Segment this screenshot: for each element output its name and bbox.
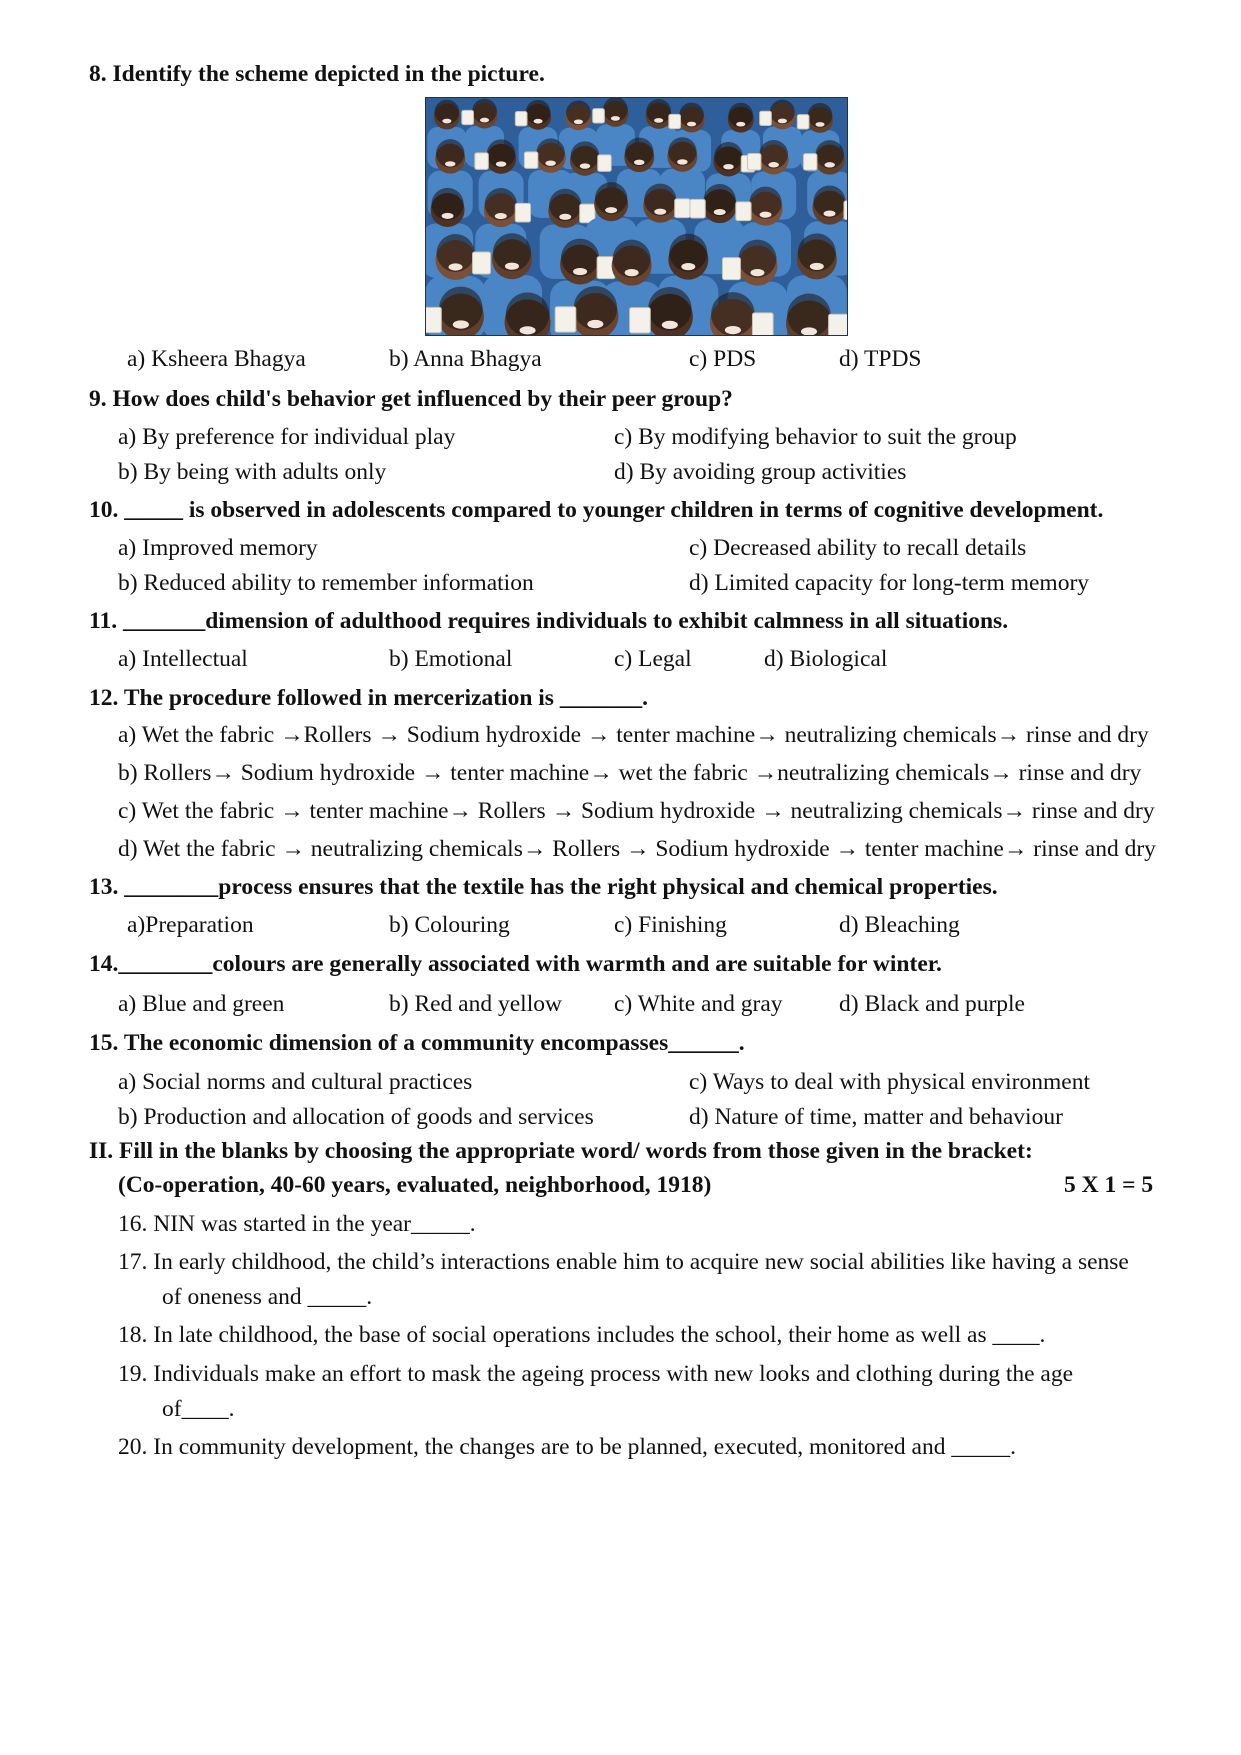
- q8-option-a[interactable]: a) Ksheera Bhagya: [127, 346, 306, 372]
- question-15: 15. The economic dimension of a community encompasses______.: [89, 1030, 745, 1056]
- child-smile: [750, 269, 764, 276]
- q10-option-b[interactable]: b) Reduced ability to remember information: [118, 570, 534, 596]
- milk-cup: [462, 110, 474, 124]
- child-smile: [573, 268, 587, 275]
- milk-cup: [829, 314, 847, 335]
- q8-option-d[interactable]: d) TPDS: [839, 346, 922, 372]
- question-10: 10. _____ is observed in adolescents compared to younger children in terms of cognitive development.: [89, 497, 1104, 523]
- question-14: 14.________colours are generally associated with warmth and are suitable for winter.: [89, 951, 942, 977]
- q12-option-d[interactable]: d) Wet the fabric → neutralizing chemicals→ Rollers → Sodium hydroxide → tenter machine→ rinse and dry: [118, 836, 1156, 862]
- child-smile: [442, 213, 454, 219]
- fill-question-18: 18. In late childhood, the base of social operations includes the school, their home as well as ____.: [118, 1322, 1046, 1348]
- child-smile: [681, 263, 695, 270]
- q13-option-d[interactable]: d) Bleaching: [839, 912, 960, 938]
- child-smile: [677, 159, 688, 164]
- section-2-marks: 5 X 1 = 5: [1064, 1172, 1154, 1198]
- q9-option-d[interactable]: d) By avoiding group activities: [614, 459, 907, 485]
- child-smile: [453, 320, 469, 328]
- child-smile: [534, 119, 543, 124]
- fill-question-20: 20. In community development, the changes are to be planned, executed, monitored and _____.: [118, 1434, 1016, 1460]
- q11-option-d[interactable]: d) Biological: [764, 646, 888, 672]
- milk-cup: [515, 203, 530, 222]
- milk-cup: [760, 111, 772, 125]
- q15-option-b[interactable]: b) Production and allocation of goods and services: [118, 1104, 594, 1130]
- milk-cup: [736, 202, 751, 221]
- child-smile: [520, 326, 536, 334]
- q14-option-b[interactable]: b) Red and yellow: [389, 991, 562, 1017]
- q10-option-d[interactable]: d) Limited capacity for long-term memory: [689, 570, 1090, 596]
- q13-option-b[interactable]: b) Colouring: [389, 912, 510, 938]
- child-smile: [687, 122, 696, 127]
- question-11: 11. _______dimension of adulthood requires individuals to exhibit calmness in all situations.: [89, 608, 1009, 634]
- milk-cup: [690, 199, 705, 218]
- question-8: 8. Identify the scheme depicted in the picture.: [89, 61, 545, 87]
- child-smile: [449, 263, 463, 270]
- q9-option-a[interactable]: a) By preference for individual play: [118, 424, 456, 450]
- q8-option-c[interactable]: c) PDS: [689, 346, 757, 372]
- milk-cup: [752, 313, 773, 335]
- milk-cup: [797, 115, 809, 129]
- q12-option-a[interactable]: a) Wet the fabric →Rollers → Sodium hydroxide → tenter machine→ neutralizing chemicals→ rinse and dry: [118, 722, 1149, 748]
- section-2-heading: II. Fill in the blanks by choosing the appropriate word/ words from those given in the bracket:: [89, 1138, 1033, 1164]
- milk-cup: [426, 307, 441, 332]
- child-smile: [768, 162, 779, 167]
- milk-cup: [473, 252, 491, 274]
- q11-option-c[interactable]: c) Legal: [614, 646, 692, 672]
- q14-option-d[interactable]: d) Black and purple: [839, 991, 1025, 1017]
- milk-cup: [675, 199, 690, 218]
- child-smile: [634, 160, 645, 165]
- q14-option-c[interactable]: c) White and gray: [614, 991, 783, 1017]
- children-milk-photo: [425, 97, 848, 336]
- q8-option-b[interactable]: b) Anna Bhagya: [389, 346, 542, 372]
- q11-option-b[interactable]: b) Emotional: [389, 646, 513, 672]
- q15-option-d[interactable]: d) Nature of time, matter and behaviour: [689, 1104, 1063, 1130]
- q15-option-c[interactable]: c) Ways to deal with physical environment: [689, 1069, 1090, 1095]
- child-smile: [442, 119, 451, 124]
- child-smile: [662, 321, 678, 329]
- milk-cup: [669, 114, 681, 128]
- child-smile: [654, 209, 666, 215]
- child-smile: [778, 119, 787, 124]
- q13-option-a[interactable]: a)Preparation: [127, 912, 254, 938]
- fill-question-19-line-2: of____.: [162, 1396, 235, 1422]
- child-smile: [496, 161, 507, 166]
- milk-cup: [844, 201, 847, 220]
- fill-question-16: 16. NIN was started in the year_____.: [118, 1211, 476, 1237]
- child-smile: [580, 163, 591, 168]
- child-smile: [625, 269, 639, 276]
- milk-cup: [524, 152, 538, 169]
- child-smile: [505, 263, 519, 270]
- fill-question-17-line-1: 17. In early childhood, the child’s interactions enable him to acquire new social abilities like having a sense: [118, 1249, 1129, 1275]
- child-smile: [760, 212, 772, 218]
- child-smile: [587, 320, 603, 328]
- q9-option-c[interactable]: c) By modifying behavior to suit the group: [614, 424, 1017, 450]
- child-smile: [559, 214, 571, 220]
- child-smile: [574, 119, 583, 124]
- milk-cup: [555, 307, 576, 332]
- milk-cup: [598, 155, 612, 172]
- question-9: 9. How does child's behavior get influenced by their peer group?: [89, 386, 733, 412]
- q10-option-c[interactable]: c) Decreased ability to recall details: [689, 535, 1027, 561]
- q11-option-a[interactable]: a) Intellectual: [118, 646, 248, 672]
- milk-cup: [630, 308, 651, 333]
- milk-cup: [475, 153, 489, 170]
- child-smile: [824, 162, 835, 167]
- milk-cup: [803, 154, 817, 171]
- q14-option-a[interactable]: a) Blue and green: [118, 991, 285, 1017]
- q12-option-b[interactable]: b) Rollers→ Sodium hydroxide → tenter machine→ wet the fabric →neutralizing chemicals→ rinse and dry: [118, 760, 1142, 786]
- milk-cup: [722, 258, 740, 280]
- milk-cup: [747, 154, 761, 171]
- child-smile: [725, 326, 741, 334]
- child-smile: [810, 263, 824, 270]
- child-smile: [611, 116, 620, 121]
- q15-option-a[interactable]: a) Social norms and cultural practices: [118, 1069, 473, 1095]
- question-12: 12. The procedure followed in mercerization is _______.: [89, 685, 648, 711]
- child-smile: [495, 213, 507, 219]
- child-smile: [480, 118, 489, 123]
- section-2-word-bank: (Co-operation, 40-60 years, evaluated, neighborhood, 1918): [118, 1172, 712, 1198]
- child-smile: [605, 207, 617, 213]
- q9-option-b[interactable]: b) By being with adults only: [118, 459, 387, 485]
- milk-cup: [515, 112, 527, 126]
- child-smile: [736, 122, 745, 127]
- q13-option-c[interactable]: c) Finishing: [614, 912, 727, 938]
- photo-illustration: [426, 98, 847, 335]
- child-smile: [723, 164, 734, 169]
- q10-option-a[interactable]: a) Improved memory: [118, 535, 318, 561]
- child-smile: [815, 122, 824, 127]
- question-13: 13. ________process ensures that the textile has the right physical and chemical properties.: [89, 874, 998, 900]
- child-smile: [545, 160, 556, 165]
- milk-cup: [593, 109, 605, 123]
- fill-question-17-line-2: of oneness and _____.: [162, 1284, 373, 1310]
- q12-option-c[interactable]: c) Wet the fabric → tenter machine→ Rollers → Sodium hydroxide → neutralizing chemicals→ rinse and dry: [118, 798, 1155, 824]
- child-smile: [824, 211, 836, 217]
- child-smile: [445, 161, 456, 166]
- fill-question-19-line-1: 19. Individuals make an effort to mask the ageing process with new looks and clothing during the age: [118, 1361, 1074, 1387]
- child-smile: [714, 209, 726, 215]
- child-smile: [654, 118, 663, 123]
